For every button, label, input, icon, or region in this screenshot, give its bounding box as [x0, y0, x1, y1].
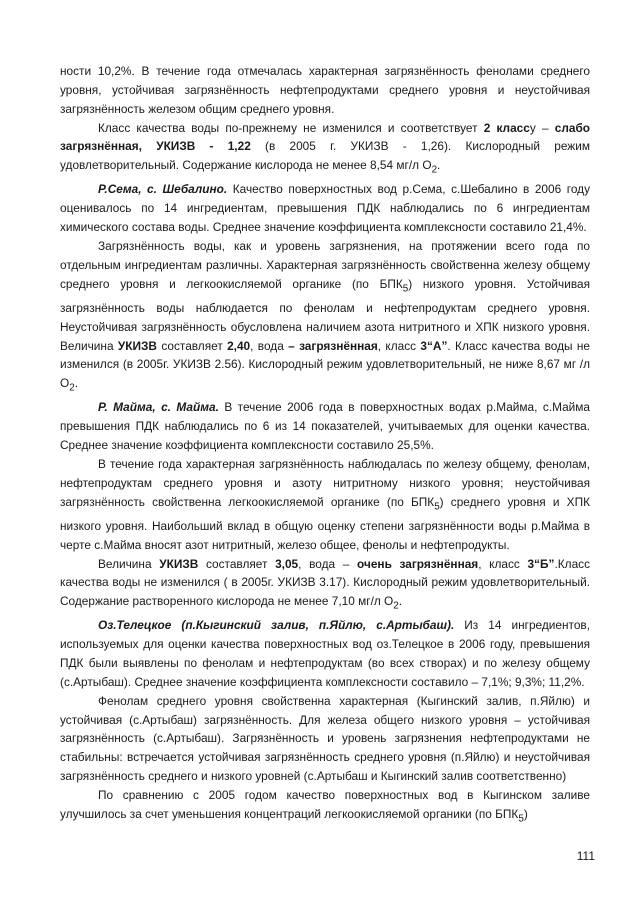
text-run-bold: очень загрязнённая	[357, 556, 479, 571]
text-run: ) среднего уровня и ХПК низкого уровня. Наибольший вклад в общую оценку степени загрязнённости воды р.Майма в черте с.Майма вносят азот нитритный, железо общее, фенолы и нефтепродукты.	[60, 494, 590, 552]
text-run: Класс качества воды по-прежнему не изменился и соответствует	[98, 120, 484, 135]
text-run-bold: – загрязнённая	[288, 338, 378, 353]
subscript: 5	[402, 283, 409, 294]
text-run: В течение года характерная загрязнённость наблюдалась по железу общему, фенолам, нефтепродуктам среднего уровня и азоту нитритному низкого уровня; неустойчивая загрязнённость свойственна легкоокисляемой органике (по БПК	[60, 456, 590, 509]
paragraph-8	[60, 616, 590, 691]
section-heading-teletskoe: Оз.Телецкое (п.Кыгинский залив, п.Яйлю, с.Артыбаш).	[98, 618, 455, 633]
paragraph-3	[60, 180, 590, 237]
paragraph-4	[60, 237, 590, 398]
text-run: составляет	[156, 338, 228, 353]
page-number: 111	[576, 849, 595, 863]
page-body	[60, 62, 590, 829]
subscript: 2	[393, 600, 399, 612]
text-run: .	[437, 158, 441, 173]
paragraph-1	[60, 62, 590, 119]
subscript: 2	[69, 382, 75, 394]
text-run: Из 14 ингредиентов, используемых для оценки качества поверхностных вод оз.Телецкое в 2006 году, превышения ПДК были выявлены по фенолам и нефтепродуктам (во всех створах) и по железу общему (с.Артыбаш). Среднее значение коэффициента комплексности составило – 7,1%; 9,3%; 11,2%.	[60, 618, 590, 689]
text-run-bold: 2 класс	[483, 120, 530, 135]
text-run: составляет	[198, 556, 276, 571]
text-run: ности 10,2%. В течение года отмечалась характерная загрязнённость фенолами среднего уровня, устойчивая загрязнённость нефтепродуктами среднего уровня и неустойчивая загрязнённость железом общим среднего уровня.	[60, 64, 590, 116]
subscript: 5	[518, 813, 524, 825]
text-run: у –	[529, 120, 555, 135]
text-run: В течение 2006 года в поверхностных водах р.Майма, с.Майма превышения ПДК наблюдались по 6 из 14 показателей, учитываемых для оценки качества. Среднее значение коэффициента комплексности составило 25,5%.	[60, 400, 591, 453]
text-run: , вода	[250, 338, 289, 353]
text-run: .	[74, 376, 78, 391]
text-run-bold: 3“Б”	[527, 556, 555, 571]
text-run-bold: 3“А”	[420, 338, 448, 353]
text-run: Фенолам среднего уровня свойственна характерная (Кыгинский залив, п.Яйлю) и устойчивая (с.Артыбаш) загрязнённость. Для железа общего низкого уровня – устойчивая загрязнённость (с.Артыбаш). Загрязнённость и уровень загрязнения нефтепродуктами не стабильны: встречается устойчивая загрязнённость среднего уровня (п.Яйлю) и неустойчивая загрязнённость среднего и низкого уровней (с.Артыбаш и Кыгинский залив соответственно)	[60, 693, 590, 784]
text-run: (в 2005 г. УКИЗВ - 1,26). Кислородный режим удовлетворительный. Содержание кислорода не менее 8,54 мг/л O	[60, 139, 590, 173]
paragraph-5	[60, 398, 590, 455]
paragraph-10	[60, 786, 590, 829]
paragraph-7	[60, 555, 590, 617]
subscript: 2	[431, 164, 438, 176]
text-run: .Класс качества воды не изменился ( в 2005г. УКИЗВ 3.17). Кислородный режим удовлетворительный. Содержание растворенного кислорода не менее 7,10 мг/л O	[60, 556, 590, 609]
text-run: . Класс качества воды не изменился (в 2005г. УКИЗВ 2.56). Кислородный режим удовлетворительный, не ниже 8,67 мг /л O	[60, 338, 590, 391]
text-run-bold: УКИЗВ	[159, 556, 199, 571]
text-run-bold: 2,40	[227, 338, 251, 353]
text-run: По сравнению с 2005 годом качество поверхностных вод в Кыгинском заливе улучшилось за счет уменьшения концентраций легкоокисляемой органики (по БПК	[60, 788, 590, 821]
paragraph-9	[60, 692, 590, 786]
text-run: , вода –	[298, 556, 358, 571]
paragraph-6	[60, 455, 590, 555]
text-run: Величина	[98, 556, 160, 571]
text-run: Качество поверхностных вод р.Сема, с.Шебалино в 2006 году оценивалось по 14 ингредиентам, превышения ПДК наблюдались по 6 ингредиентам химического состава воды. Среднее значение коэффициента комплексности составило 21,4%.	[60, 182, 590, 235]
text-run: , класс	[377, 338, 421, 353]
text-run: , класс	[478, 556, 528, 571]
section-heading-sema: Р.Сема, с. Шебалино.	[98, 182, 228, 197]
text-run-bold: 3,05	[275, 556, 299, 571]
text-run-bold: слабо загрязнённая, УКИЗВ - 1,22	[60, 120, 590, 154]
section-heading-maima: Р. Майма, с. Майма.	[98, 400, 219, 415]
subscript: 5	[434, 501, 440, 512]
text-run: )	[523, 806, 528, 821]
text-run: Загрязнённость воды, как и уровень загрязнения, на протяжении всего года по отдельным ингредиентам различны. Характерная загрязнённость свойственна железу общему среднего уровня и легкоокисляемой органике (по БПК	[60, 238, 590, 291]
paragraph-2	[60, 119, 590, 181]
text-run-bold: УКИЗВ	[117, 338, 157, 353]
text-run: .	[398, 594, 403, 609]
text-run: ) низкого уровня. Устойчивая загрязнённость воды наблюдается по фенолам и нефтепродуктам среднего уровня. Неустойчивая загрязнённость обусловлена наличием азота нитритного и ХПК низкого уровня. Величина	[60, 276, 590, 353]
